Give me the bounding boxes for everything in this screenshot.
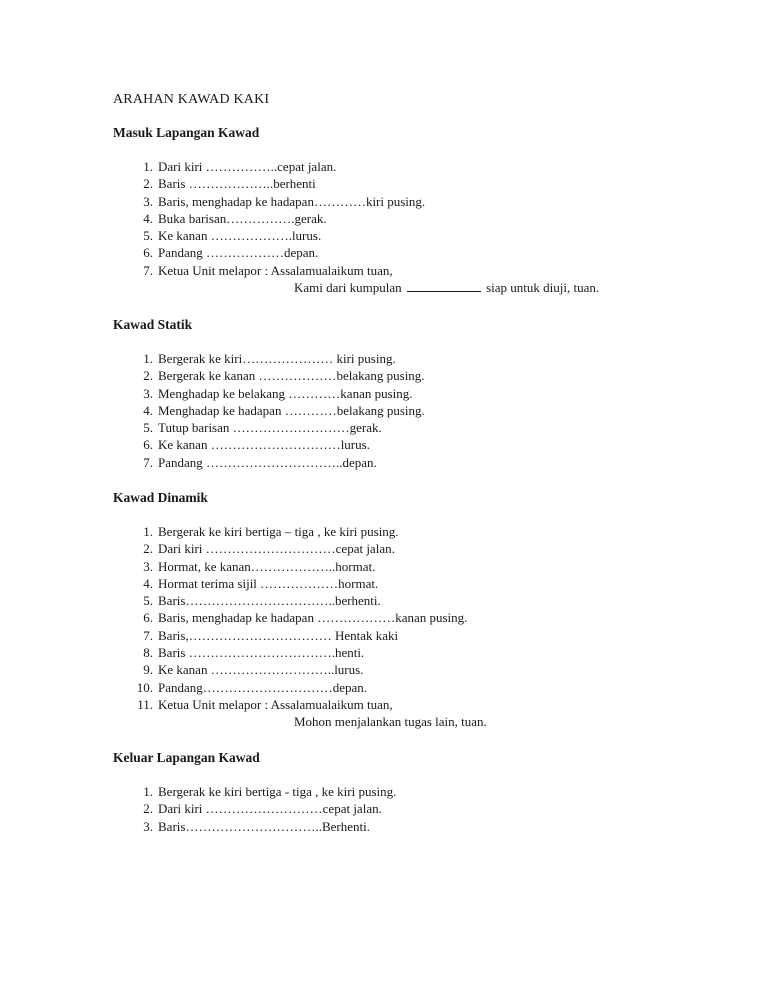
list-item: 3. Menghadap ke belakang …………kanan pusing.	[143, 385, 413, 401]
list-item: 3. Baris…………………………..Berhenti.	[143, 818, 370, 834]
list-item: 6. Ke kanan …………………………lurus.	[143, 437, 370, 453]
list-item: 5. Tutup barisan ………………………gerak.	[143, 420, 382, 436]
list-item: 8. Baris …………………………….henti.	[143, 645, 365, 661]
list-item: 4. Hormat terima sijil ………………hormat.	[143, 575, 379, 591]
list-item: 3. Hormat, ke kanan………………..hormat.	[143, 558, 376, 574]
list-item: 6. Baris, menghadap ke hadapan ………………kanan pusing.	[143, 610, 468, 626]
section-masuk-lapangan	[113, 124, 673, 296]
report-continuation	[294, 713, 768, 730]
continuation-text: siap untuk diuji, tuan.	[486, 280, 600, 296]
list-item: 4. Menghadap ke hadapan …………belakang pusing.	[143, 402, 425, 418]
document-title: ARAHAN KAWAD KAKI	[113, 92, 270, 107]
list-item: 1. Dari kiri ……………..cepat jalan.	[143, 159, 337, 174]
section-kawad-dinamik	[113, 489, 673, 731]
list-item: 1. Bergerak ke kiri bertiga - tiga , ke kiri pusing.	[143, 784, 397, 799]
list-item: 5. Baris……………………………..berhenti.	[143, 593, 381, 609]
command-list	[113, 350, 673, 471]
section-heading: Kawad Statik	[113, 317, 193, 332]
section-heading: Masuk Lapangan Kawad	[113, 125, 260, 140]
list-item: 7. Baris,…………………………… Hentak kaki	[143, 627, 399, 643]
list-item: 2. Dari kiri ………………………cepat jalan.	[143, 801, 382, 817]
list-item: 11. Ketua Unit melapor : Assalamualaikum tuan,	[137, 696, 393, 712]
list-item: 9. Ke kanan ………………………..lurus.	[143, 662, 364, 678]
list-item: 10. Pandang…………………………depan.	[136, 679, 368, 695]
list-item: 4. Buka barisan…………….gerak.	[143, 210, 327, 226]
list-item: 7. Ketua Unit melapor : Assalamualaikum tuan,	[143, 262, 393, 278]
continuation-text: Mohon menjalankan tugas lain, tuan.	[294, 714, 487, 730]
section-keluar-lapangan	[113, 749, 673, 835]
section-heading: Kawad Dinamik	[113, 490, 208, 505]
list-item: 2. Dari kiri …………………………cepat jalan.	[143, 541, 395, 557]
fill-in-blank	[407, 280, 481, 292]
list-item: 2. Baris ………………..berhenti	[143, 176, 316, 192]
list-item: 6. Pandang ………………depan.	[143, 245, 319, 261]
list-item: 1. Bergerak ke kiri bertiga – tiga , ke kiri pusing.	[143, 524, 399, 539]
section-kawad-statik	[113, 316, 673, 471]
command-list	[113, 783, 673, 835]
continuation-text: Kami dari kumpulan	[294, 280, 402, 296]
list-item: 1. Bergerak ke kiri………………… kiri pusing.	[143, 351, 396, 366]
report-continuation	[294, 279, 768, 296]
list-item: 2. Bergerak ke kanan ………………belakang pusing.	[143, 368, 425, 384]
list-item: 5. Ke kanan ……………….lurus.	[143, 228, 322, 244]
list-item: 3. Baris, menghadap ke hadapan…………kiri pusing.	[143, 193, 426, 209]
command-list	[113, 158, 673, 279]
section-heading: Keluar Lapangan Kawad	[113, 750, 260, 765]
list-item: 7. Pandang …………………………..depan.	[143, 454, 377, 470]
command-list	[113, 523, 673, 713]
